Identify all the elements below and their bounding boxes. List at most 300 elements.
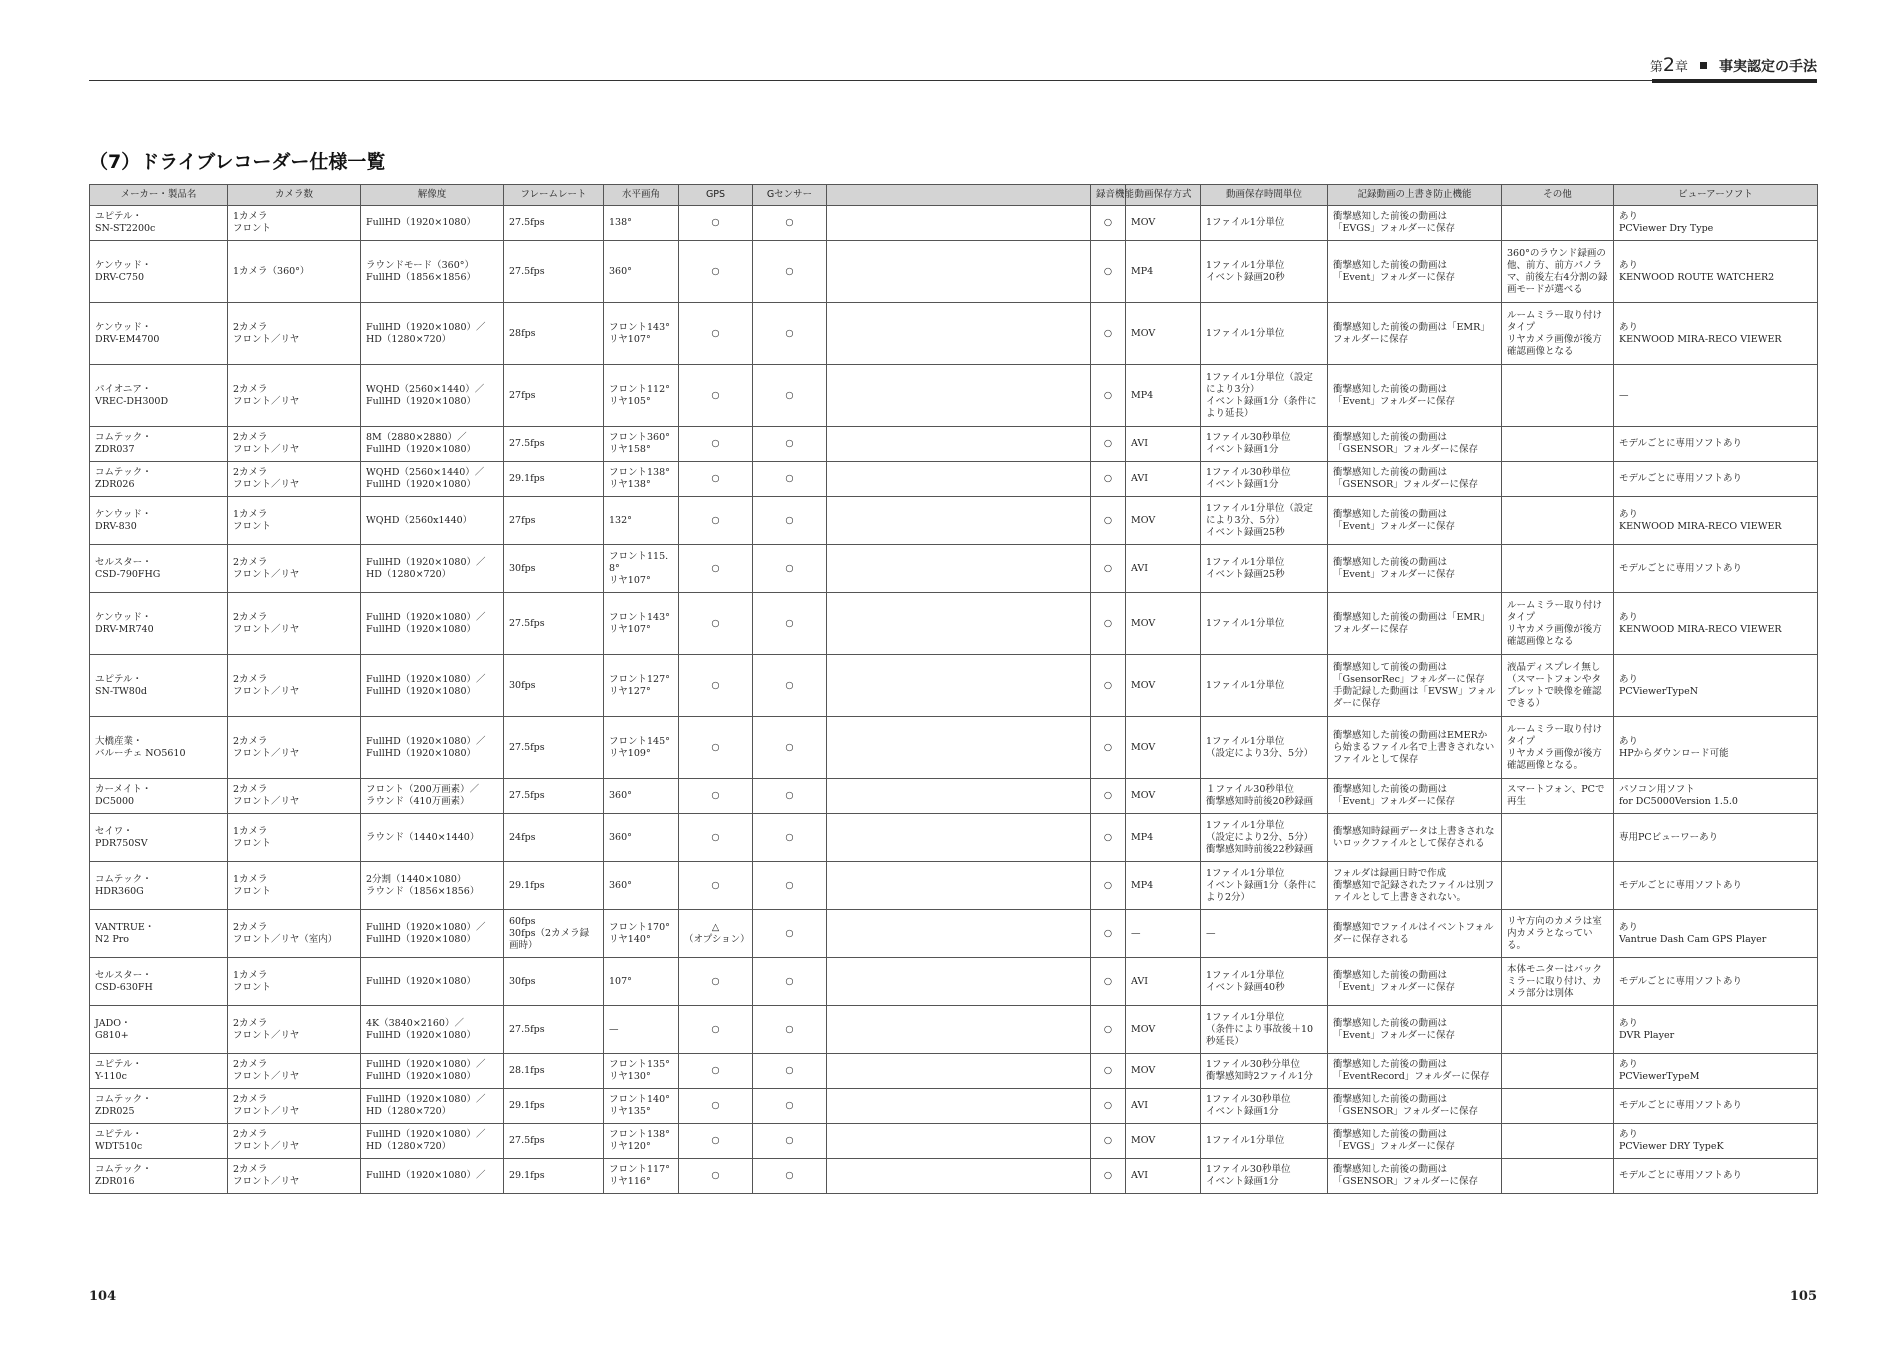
- column-header: 記録動画の上書き防止機能: [1328, 185, 1502, 206]
- table-cell: あり PCViewerTypeM: [1614, 1054, 1818, 1089]
- table-cell: 1ファイル1分単位 （設定により3分、5分）: [1201, 717, 1328, 779]
- table-cell: 1ファイル1分単位 イベント録画20秒: [1201, 241, 1328, 303]
- table-row: [90, 365, 1818, 427]
- table-cell: ○: [1091, 1159, 1126, 1194]
- table-cell: [827, 497, 1091, 545]
- table-cell: 衝撃感知した前後の動画は 「Event」フォルダーに保存: [1328, 1006, 1502, 1054]
- table-cell: ○: [753, 545, 827, 593]
- table-cell: フロント117° リヤ116°: [604, 1159, 679, 1194]
- table-cell: 1ファイル1分単位 （設定により2分、5分） 衝撃感知時前後22秒録画: [1201, 814, 1328, 862]
- table-cell: 1カメラ フロント: [228, 814, 361, 862]
- table-cell: 衝撃感知して前後の動画は 「GsensorRec」フォルダーに保存 手動記録した動画は「EVSW」フォルダーに保存: [1328, 655, 1502, 717]
- table-cell: [1502, 814, 1614, 862]
- table-cell: MOV: [1126, 303, 1201, 365]
- table-cell: モデルごとに専用ソフトあり: [1614, 545, 1818, 593]
- table-cell: 1ファイル1分単位 （条件により事故後＋10秒延長）: [1201, 1006, 1328, 1054]
- table-cell: FullHD（1920×1080）／: [361, 1159, 504, 1194]
- table-row: [90, 1054, 1818, 1089]
- table-cell: AVI: [1126, 958, 1201, 1006]
- table-row: [90, 206, 1818, 241]
- table-cell: ○: [1091, 779, 1126, 814]
- table-cell: 27.5fps: [504, 1124, 604, 1159]
- table-cell: [1502, 1089, 1614, 1124]
- table-cell: 1カメラ フロント: [228, 958, 361, 1006]
- table-cell: ○: [1091, 1089, 1126, 1124]
- table-cell: ○: [753, 427, 827, 462]
- table-cell: ○: [679, 545, 753, 593]
- table-cell: AVI: [1126, 545, 1201, 593]
- table-row: [90, 655, 1818, 717]
- table-cell: ○: [679, 655, 753, 717]
- table-row: [90, 1159, 1818, 1194]
- table-cell: フロント138° リヤ120°: [604, 1124, 679, 1159]
- table-cell: ○: [753, 1006, 827, 1054]
- table-cell: ○: [679, 779, 753, 814]
- table-cell: モデルごとに専用ソフトあり: [1614, 1159, 1818, 1194]
- table-cell: WQHD（2560×1440）／ FullHD（1920×1080）: [361, 365, 504, 427]
- table-cell: 1ファイル30秒単位 イベント録画1分: [1201, 1089, 1328, 1124]
- column-header: 解像度: [361, 185, 504, 206]
- table-cell: 2カメラ フロント／リヤ: [228, 779, 361, 814]
- table-cell: 衝撃感知した前後の動画は 「GSENSOR」フォルダーに保存: [1328, 1089, 1502, 1124]
- table-row: [90, 427, 1818, 462]
- table-cell: FullHD（1920×1080）: [361, 958, 504, 1006]
- table-cell: パソコン用ソフト for DC5000Version 1.5.0: [1614, 779, 1818, 814]
- table-cell: [1502, 427, 1614, 462]
- table-cell: 138°: [604, 206, 679, 241]
- table-cell: [827, 862, 1091, 910]
- table-cell: ラウンドモード（360°） FullHD（1856×1856）: [361, 241, 504, 303]
- table-cell: 液晶ディスプレイ無し（スマートフォンやタブレットで映像を確認できる）: [1502, 655, 1614, 717]
- table-cell: 1カメラ フロント: [228, 497, 361, 545]
- table-cell: [827, 1124, 1091, 1159]
- table-cell: モデルごとに専用ソフトあり: [1614, 1089, 1818, 1124]
- table-cell: [1502, 497, 1614, 545]
- header-rule-accent: [1652, 79, 1817, 83]
- table-cell: モデルごとに専用ソフトあり: [1614, 462, 1818, 497]
- table-cell: ○: [1091, 462, 1126, 497]
- square-bullet-icon: [1700, 62, 1707, 69]
- table-cell: 2カメラ フロント／リヤ（室内）: [228, 910, 361, 958]
- table-cell: 2分割（1440×1080） ラウンド（1856×1856）: [361, 862, 504, 910]
- table-cell: [1502, 1124, 1614, 1159]
- table-cell: 29.1fps: [504, 462, 604, 497]
- table-cell: ○: [679, 1054, 753, 1089]
- table-cell: 1ファイル1分単位: [1201, 593, 1328, 655]
- table-cell: ○: [679, 1159, 753, 1194]
- table-cell: FullHD（1920×1080）: [361, 206, 504, 241]
- table-cell: 2カメラ フロント／リヤ: [228, 1054, 361, 1089]
- table-cell: ○: [679, 1124, 753, 1159]
- table-cell: フロント（200万画素）／ ラウンド（410万画素）: [361, 779, 504, 814]
- table-cell: [1502, 365, 1614, 427]
- table-cell: ○: [679, 303, 753, 365]
- table-cell: あり KENWOOD MIRA-RECO VIEWER: [1614, 497, 1818, 545]
- table-cell: MP4: [1126, 814, 1201, 862]
- table-row: [90, 717, 1818, 779]
- table-cell: [827, 717, 1091, 779]
- table-cell: [1502, 206, 1614, 241]
- table-cell: フォルダは録画日時で作成 衝撃感知で記録されたファイルは別ファイルとして上書きされない。: [1328, 862, 1502, 910]
- table-cell: スマートフォン、PCで再生: [1502, 779, 1614, 814]
- table-cell: リヤ方向のカメラは室内カメラとなっている。: [1502, 910, 1614, 958]
- table-cell: 27.5fps: [504, 1006, 604, 1054]
- table-cell: 360°: [604, 241, 679, 303]
- table-cell: FullHD（1920×1080）／ FullHD（1920×1080）: [361, 717, 504, 779]
- table-cell: 24fps: [504, 814, 604, 862]
- table-cell: ○: [679, 593, 753, 655]
- table-cell: あり PCViewerTypeN: [1614, 655, 1818, 717]
- table-cell: 1ファイル1分単位（設定により3分） イベント録画1分（条件により延長）: [1201, 365, 1328, 427]
- table-row: [90, 910, 1818, 958]
- table-cell: 1カメラ フロント: [228, 206, 361, 241]
- table-cell: ルームミラー取り付けタイプ リヤカメラ画像が後方確認画像となる: [1502, 303, 1614, 365]
- table-cell: ○: [679, 206, 753, 241]
- table-cell: 27.5fps: [504, 593, 604, 655]
- table-cell: 衝撃感知でファイルはイベントフォルダーに保存される: [1328, 910, 1502, 958]
- table-cell: [827, 427, 1091, 462]
- table-cell: ○: [1091, 862, 1126, 910]
- table-cell: ケンウッド・ DRV-EM4700: [90, 303, 228, 365]
- table-cell: 27.5fps: [504, 241, 604, 303]
- table-cell: あり Vantrue Dash Cam GPS Player: [1614, 910, 1818, 958]
- table-cell: ○: [753, 717, 827, 779]
- table-cell: [827, 910, 1091, 958]
- table-cell: フロント112° リヤ105°: [604, 365, 679, 427]
- table-cell: MOV: [1126, 593, 1201, 655]
- table-row: [90, 862, 1818, 910]
- table-cell: [827, 545, 1091, 593]
- table-cell: あり PCViewer DRY TypeK: [1614, 1124, 1818, 1159]
- table-row: [90, 462, 1818, 497]
- table-cell: 専用PCビューワーあり: [1614, 814, 1818, 862]
- table-cell: 30fps: [504, 958, 604, 1006]
- table-cell: 1カメラ フロント: [228, 862, 361, 910]
- table-cell: MOV: [1126, 206, 1201, 241]
- table-cell: 360°: [604, 779, 679, 814]
- table-cell: コムテック・ HDR360G: [90, 862, 228, 910]
- table-cell: 2カメラ フロント／リヤ: [228, 427, 361, 462]
- table-cell: ○: [1091, 545, 1126, 593]
- table-cell: カーメイト・ DC5000: [90, 779, 228, 814]
- table-cell: [1502, 545, 1614, 593]
- table-cell: ケンウッド・ DRV-830: [90, 497, 228, 545]
- page-number-left: 104: [89, 1289, 117, 1304]
- table-cell: モデルごとに専用ソフトあり: [1614, 862, 1818, 910]
- table-cell: フロント127° リヤ127°: [604, 655, 679, 717]
- table-cell: ○: [753, 241, 827, 303]
- table-cell: 2カメラ フロント／リヤ: [228, 717, 361, 779]
- table-cell: ○: [753, 593, 827, 655]
- table-cell: 1ファイル30秒単位 イベント録画1分: [1201, 427, 1328, 462]
- table-cell: ○: [1091, 241, 1126, 303]
- chapter-header: [1650, 54, 1817, 76]
- table-cell: ○: [753, 1124, 827, 1159]
- spec-table: [89, 184, 1818, 1194]
- table-cell: 2カメラ フロント／リヤ: [228, 1159, 361, 1194]
- table-cell: 8M（2880×2880）／ FullHD（1920×1080）: [361, 427, 504, 462]
- table-cell: [1502, 1006, 1614, 1054]
- table-cell: 1カメラ（360°）: [228, 241, 361, 303]
- table-row: [90, 1124, 1818, 1159]
- table-cell: フロント115.8° リヤ107°: [604, 545, 679, 593]
- table-cell: FullHD（1920×1080）／ FullHD（1920×1080）: [361, 910, 504, 958]
- table-cell: あり HPからダウンロード可能: [1614, 717, 1818, 779]
- table-cell: 27.5fps: [504, 779, 604, 814]
- table-cell: ○: [753, 206, 827, 241]
- table-cell: 衝撃感知した前後の動画は 「GSENSOR」フォルダーに保存: [1328, 427, 1502, 462]
- table-cell: １ファイル30秒単位 衝撃感知時前後20秒録画: [1201, 779, 1328, 814]
- table-row: [90, 497, 1818, 545]
- table-cell: [827, 779, 1091, 814]
- table-cell: ○: [753, 303, 827, 365]
- table-cell: JADO・ G810+: [90, 1006, 228, 1054]
- table-cell: 28fps: [504, 303, 604, 365]
- table-cell: フロント140° リヤ135°: [604, 1089, 679, 1124]
- table-cell: [827, 593, 1091, 655]
- table-cell: フロント143° リヤ107°: [604, 303, 679, 365]
- table-cell: MOV: [1126, 655, 1201, 717]
- table-cell: 2カメラ フロント／リヤ: [228, 1006, 361, 1054]
- table-cell: 衝撃感知した前後の動画は 「Event」フォルダーに保存: [1328, 497, 1502, 545]
- table-cell: 2カメラ フロント／リヤ: [228, 1089, 361, 1124]
- column-header: カメラ数: [228, 185, 361, 206]
- table-cell: ○: [753, 1159, 827, 1194]
- column-header: [827, 185, 1091, 206]
- table-cell: 衝撃感知した前後の動画は 「Event」フォルダーに保存: [1328, 545, 1502, 593]
- table-cell: モデルごとに専用ソフトあり: [1614, 427, 1818, 462]
- table-row: [90, 958, 1818, 1006]
- table-cell: ラウンド（1440×1440）: [361, 814, 504, 862]
- table-cell: MOV: [1126, 497, 1201, 545]
- table-cell: あり KENWOOD MIRA-RECO VIEWER: [1614, 303, 1818, 365]
- table-cell: —: [1126, 910, 1201, 958]
- table-cell: 大橋産業・ バルーチェ NO5610: [90, 717, 228, 779]
- table-body: [90, 206, 1818, 1194]
- table-cell: AVI: [1126, 1159, 1201, 1194]
- table-row: [90, 545, 1818, 593]
- table-cell: [827, 814, 1091, 862]
- table-cell: FullHD（1920×1080）／ HD（1280×720）: [361, 303, 504, 365]
- table-cell: 360°のラウンド録画の他、前方、前方パノラマ、前後左右4分割の録画モードが選べる: [1502, 241, 1614, 303]
- table-cell: ○: [1091, 814, 1126, 862]
- table-cell: 衝撃感知した前後の動画は 「Event」フォルダーに保存: [1328, 779, 1502, 814]
- table-cell: MOV: [1126, 717, 1201, 779]
- table-cell: ○: [679, 1006, 753, 1054]
- table-cell: 衝撃感知した前後の動画は「EMR」 フォルダーに保存: [1328, 593, 1502, 655]
- table-cell: ○: [679, 814, 753, 862]
- table-cell: 27fps: [504, 497, 604, 545]
- table-cell: 2カメラ フロント／リヤ: [228, 365, 361, 427]
- table-cell: 29.1fps: [504, 1089, 604, 1124]
- table-cell: [827, 241, 1091, 303]
- table-cell: ○: [1091, 1054, 1126, 1089]
- table-cell: ○: [753, 462, 827, 497]
- table-cell: MOV: [1126, 1054, 1201, 1089]
- table-cell: 30fps: [504, 545, 604, 593]
- table-cell: ○: [753, 497, 827, 545]
- table-cell: ○: [679, 497, 753, 545]
- table-cell: あり KENWOOD ROUTE WATCHER2: [1614, 241, 1818, 303]
- table-cell: ○: [1091, 206, 1126, 241]
- table-row: [90, 814, 1818, 862]
- table-cell: 2カメラ フロント／リヤ: [228, 462, 361, 497]
- section-title: （7）ドライブレコーダー仕様一覧: [89, 151, 386, 173]
- table-cell: ○: [1091, 593, 1126, 655]
- column-header: フレームレート: [504, 185, 604, 206]
- column-header: 水平画角: [604, 185, 679, 206]
- table-cell: セイワ・ PDR750SV: [90, 814, 228, 862]
- table-cell: ○: [753, 655, 827, 717]
- table-cell: 衝撃感知した前後の動画はEMERから始まるファイル名で上書きされないファイルとして保存: [1328, 717, 1502, 779]
- column-header: ビューアーソフト: [1614, 185, 1818, 206]
- table-cell: AVI: [1126, 427, 1201, 462]
- table-cell: ○: [753, 862, 827, 910]
- table-cell: AVI: [1126, 462, 1201, 497]
- table-cell: コムテック・ ZDR016: [90, 1159, 228, 1194]
- table-cell: ○: [1091, 910, 1126, 958]
- table-cell: ○: [753, 814, 827, 862]
- table-row: [90, 1006, 1818, 1054]
- chapter-number: 第2章: [1649, 54, 1688, 76]
- table-cell: 1ファイル1分単位: [1201, 655, 1328, 717]
- column-header: 録音機能: [1091, 185, 1126, 206]
- table-row: [90, 779, 1818, 814]
- table-cell: ○: [1091, 497, 1126, 545]
- table-header-row: [90, 185, 1818, 206]
- table-cell: 衝撃感知時録画データは上書きされないロックファイルとして保存される: [1328, 814, 1502, 862]
- table-cell: ○: [679, 1089, 753, 1124]
- table-cell: [827, 1089, 1091, 1124]
- table-cell: フロント143° リヤ107°: [604, 593, 679, 655]
- table-cell: 1ファイル1分単位: [1201, 303, 1328, 365]
- table-cell: 衝撃感知した前後の動画は 「Event」フォルダーに保存: [1328, 365, 1502, 427]
- table-cell: 360°: [604, 814, 679, 862]
- table-cell: 2カメラ フロント／リヤ: [228, 1124, 361, 1159]
- table-cell: [827, 655, 1091, 717]
- table-cell: 360°: [604, 862, 679, 910]
- table-cell: ユピテル・ WDT510c: [90, 1124, 228, 1159]
- chapter-title: 事実認定の手法: [1719, 59, 1817, 75]
- table-cell: モデルごとに専用ソフトあり: [1614, 958, 1818, 1006]
- table-cell: ○: [1091, 717, 1126, 779]
- table-row: [90, 1089, 1818, 1124]
- table-cell: 132°: [604, 497, 679, 545]
- table-cell: FullHD（1920×1080）／ HD（1280×720）: [361, 545, 504, 593]
- page-number-right: 105: [1789, 1289, 1817, 1304]
- table-cell: FullHD（1920×1080）／ FullHD（1920×1080）: [361, 593, 504, 655]
- table-cell: [1502, 862, 1614, 910]
- table-cell: ユピテル・ SN-ST2200c: [90, 206, 228, 241]
- table-cell: ○: [753, 1054, 827, 1089]
- table-cell: コムテック・ ZDR026: [90, 462, 228, 497]
- table-cell: —: [604, 1006, 679, 1054]
- table-cell: VANTRUE・ N2 Pro: [90, 910, 228, 958]
- table-cell: MOV: [1126, 1124, 1201, 1159]
- table-cell: 1ファイル1分単位 イベント録画25秒: [1201, 545, 1328, 593]
- table-cell: 衝撃感知した前後の動画は 「Event」フォルダーに保存: [1328, 241, 1502, 303]
- table-cell: ○: [1091, 427, 1126, 462]
- table-cell: [827, 462, 1091, 497]
- table-cell: ユピテル・ SN-TW80d: [90, 655, 228, 717]
- table-cell: [827, 365, 1091, 427]
- table-cell: ユピテル・ Y-110c: [90, 1054, 228, 1089]
- table-cell: あり PCViewer Dry Type: [1614, 206, 1818, 241]
- table-cell: 1ファイル1分単位 イベント録画1分（条件により2分）: [1201, 862, 1328, 910]
- column-header: メーカー・製品名: [90, 185, 228, 206]
- table-cell: 28.1fps: [504, 1054, 604, 1089]
- column-header: Gセンサー: [753, 185, 827, 206]
- table-cell: FullHD（1920×1080）／ FullHD（1920×1080）: [361, 1054, 504, 1089]
- table-cell: フロント360° リヤ158°: [604, 427, 679, 462]
- table-cell: ○: [1091, 1124, 1126, 1159]
- table-cell: WQHD（2560x1440）: [361, 497, 504, 545]
- table-cell: パイオニア・ VREC-DH300D: [90, 365, 228, 427]
- table-cell: 1ファイル1分単位（設定により3分、5分） イベント録画25秒: [1201, 497, 1328, 545]
- table-cell: 衝撃感知した前後の動画は 「GSENSOR」フォルダーに保存: [1328, 462, 1502, 497]
- table-cell: MP4: [1126, 365, 1201, 427]
- table-cell: ○: [679, 462, 753, 497]
- table-cell: 27.5fps: [504, 717, 604, 779]
- table-cell: MP4: [1126, 241, 1201, 303]
- table-cell: ルームミラー取り付けタイプ リヤカメラ画像が後方確認画像となる。: [1502, 717, 1614, 779]
- table-cell: 衝撃感知した前後の動画は 「Event」フォルダーに保存: [1328, 958, 1502, 1006]
- table-cell: セルスター・ CSD-630FH: [90, 958, 228, 1006]
- table-cell: MP4: [1126, 862, 1201, 910]
- table-cell: 本体モニターはバックミラーに取り付け、カメラ部分は別体: [1502, 958, 1614, 1006]
- table-cell: AVI: [1126, 1089, 1201, 1124]
- table-cell: フロント135° リヤ130°: [604, 1054, 679, 1089]
- table-cell: ○: [679, 717, 753, 779]
- table-cell: あり KENWOOD MIRA-RECO VIEWER: [1614, 593, 1818, 655]
- header-rule: [89, 80, 1817, 81]
- table-cell: ○: [753, 365, 827, 427]
- table-cell: ○: [679, 862, 753, 910]
- table-cell: ○: [753, 958, 827, 1006]
- table-row: [90, 241, 1818, 303]
- column-header: GPS: [679, 185, 753, 206]
- table-cell: [1502, 462, 1614, 497]
- column-header: 動画保存方式: [1126, 185, 1201, 206]
- table-cell: 衝撃感知した前後の動画は 「EVGS」フォルダーに保存: [1328, 1124, 1502, 1159]
- table-cell: 1ファイル1分単位 イベント録画40秒: [1201, 958, 1328, 1006]
- table-cell: [1502, 1054, 1614, 1089]
- table-cell: ○: [753, 779, 827, 814]
- table-cell: 1ファイル30秒単位 イベント録画1分: [1201, 1159, 1328, 1194]
- table-cell: 27.5fps: [504, 206, 604, 241]
- table-row: [90, 593, 1818, 655]
- table-cell: 衝撃感知した前後の動画は 「EVGS」フォルダーに保存: [1328, 206, 1502, 241]
- table-cell: △ （オプション）: [679, 910, 753, 958]
- table-cell: ○: [679, 241, 753, 303]
- table-cell: ○: [753, 1089, 827, 1124]
- column-header: その他: [1502, 185, 1614, 206]
- table-cell: WQHD（2560×1440）／ FullHD（1920×1080）: [361, 462, 504, 497]
- table-cell: ○: [679, 365, 753, 427]
- table-cell: 27fps: [504, 365, 604, 427]
- table-cell: MOV: [1126, 779, 1201, 814]
- table-cell: MOV: [1126, 1006, 1201, 1054]
- table-cell: 1ファイル30秒単位 イベント録画1分: [1201, 462, 1328, 497]
- table-cell: コムテック・ ZDR037: [90, 427, 228, 462]
- table-cell: あり DVR Player: [1614, 1006, 1818, 1054]
- table-cell: 27.5fps: [504, 427, 604, 462]
- table-cell: FullHD（1920×1080）／ FullHD（1920×1080）: [361, 655, 504, 717]
- table-cell: ○: [679, 958, 753, 1006]
- table-cell: [827, 958, 1091, 1006]
- table-cell: 107°: [604, 958, 679, 1006]
- table-cell: 1ファイル1分単位: [1201, 1124, 1328, 1159]
